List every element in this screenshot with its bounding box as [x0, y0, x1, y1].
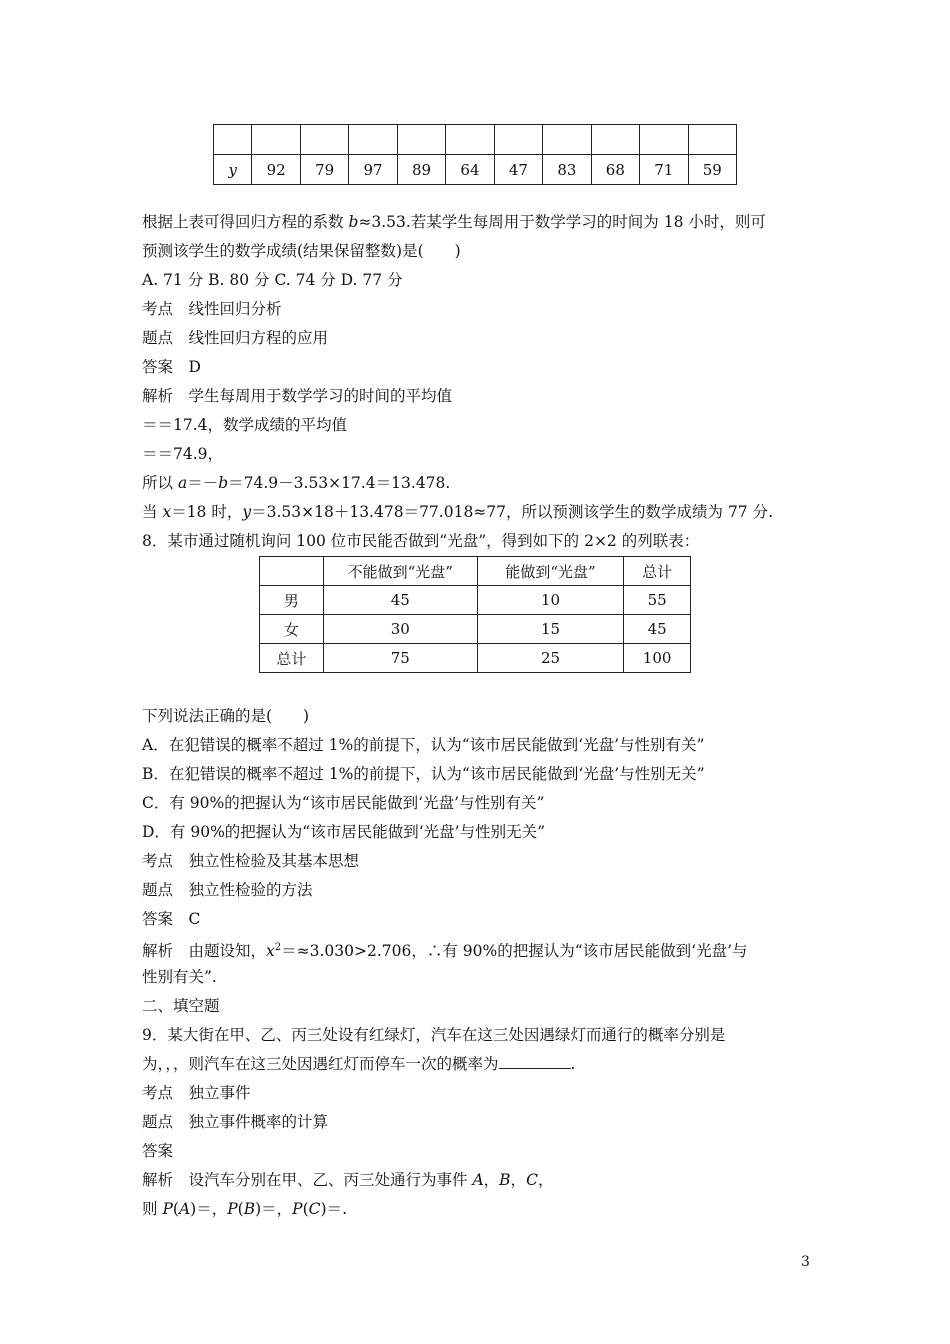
math-variable: B — [243, 1200, 256, 1218]
math-variable: a — [177, 474, 188, 492]
table-cell: 71 — [640, 155, 688, 185]
q8-stem: 8．某市通过随机询问 100 位市民能否做到“光盘”，得到如下的 2×2 的列联表： — [142, 532, 700, 550]
answer-blank — [499, 1053, 571, 1069]
q9-jiexi-2 — [142, 1198, 347, 1220]
text-run: 根据上表可得回归方程的系数 — [142, 213, 349, 231]
table-cell — [543, 125, 591, 155]
superscript: 2 — [274, 942, 282, 953]
text-run: 则 — [142, 1200, 163, 1218]
math-variable: A — [178, 1200, 191, 1218]
text-run: ＝－ — [187, 474, 219, 492]
q9-jiexi-1 — [142, 1169, 553, 1191]
table-header-cell: 能做到“光盘” — [477, 557, 623, 586]
q8-answer: 答案 C — [142, 910, 201, 928]
math-variable: x — [266, 942, 275, 961]
table-row — [214, 125, 737, 155]
text-run: ＝3.53×18＋13.478＝77.018≈77，所以预测该学生的数学成绩为 77 分. — [251, 503, 774, 521]
q8-jiexi-2: 性别有关”. — [142, 968, 217, 986]
q8-option-d: D．有 90%的把握认为“该市居民能做到‘光盘’与性别无关” — [142, 823, 546, 841]
table-cell: 10 — [477, 586, 623, 615]
math-variable: y — [242, 503, 252, 521]
table-cell: 15 — [477, 615, 623, 644]
q7-text-line-2: 预测该学生的数学成绩(结果保留整数)是( ) — [142, 242, 461, 260]
table-header-cell: 不能做到“光盘” — [323, 557, 477, 586]
q7-text-line-1 — [142, 211, 766, 233]
text-run: ( — [302, 1200, 309, 1218]
table-cell: 92 — [252, 155, 300, 185]
q8-option-b: B．在犯错误的概率不超过 1%的前提下，认为“该市居民能做到‘光盘’与性别无关” — [142, 765, 705, 783]
table-cell — [252, 125, 300, 155]
text-run: . — [570, 1055, 576, 1073]
text-run: 为，，，则汽车在这三处因遇红灯而停车一次的概率为 — [142, 1055, 499, 1073]
q9-tidian: 题点 独立事件概率的计算 — [142, 1113, 329, 1131]
table-cell: 30 — [323, 615, 477, 644]
q9-stem-2 — [142, 1053, 575, 1075]
q8-jiexi-1 — [142, 937, 748, 959]
math-variable: P — [227, 1200, 238, 1218]
text-run: )＝， — [255, 1200, 293, 1218]
text-run: ， — [483, 1171, 500, 1189]
table-cell — [688, 125, 736, 155]
math-variable: b — [348, 213, 359, 231]
text-run: 解析 由题设知， — [142, 942, 267, 961]
q8-tidian: 题点 独立性检验的方法 — [142, 881, 313, 899]
text-run: ， — [537, 1171, 554, 1189]
q7-tidian: 题点 线性回归方程的应用 — [142, 329, 329, 347]
table-cell: 45 — [323, 586, 477, 615]
data-table-y — [213, 124, 737, 185]
math-variable: P — [162, 1200, 173, 1218]
q7-jiexi-1: 解析 学生每周用于数学学习的时间的平均值 — [142, 387, 453, 405]
table-cell — [349, 125, 397, 155]
table-cell: 100 — [624, 644, 691, 673]
math-variable: C — [526, 1171, 538, 1189]
table-cell: 75 — [323, 644, 477, 673]
table-cell — [214, 125, 252, 155]
text-run: 当 — [142, 503, 163, 521]
table-cell — [494, 125, 542, 155]
text-run: )＝. — [320, 1200, 348, 1218]
text-run: ＝18 时， — [171, 503, 243, 521]
text-run: ＝≈3.030>2.706，∴有 90%的把握认为“该市居民能做到‘光盘’与 — [281, 942, 748, 961]
q8-option-c: C．有 90%的把握认为“该市居民能做到‘光盘’与性别有关” — [142, 794, 545, 812]
table-cell: y — [214, 155, 252, 185]
table-cell: 55 — [624, 586, 691, 615]
text-run: ， — [510, 1171, 527, 1189]
q8-option-a: A．在犯错误的概率不超过 1%的前提下，认为“该市居民能做到‘光盘’与性别有关” — [142, 736, 705, 754]
table-header-row — [260, 557, 691, 586]
table-row — [260, 615, 691, 644]
q7-jiexi-4 — [142, 472, 450, 494]
table-cell: 83 — [543, 155, 591, 185]
math-variable: P — [292, 1200, 303, 1218]
math-variable: x — [162, 503, 172, 521]
section-heading: 二、填空题 — [142, 997, 220, 1015]
q7-jiexi-5 — [142, 501, 773, 523]
table-cell: 59 — [688, 155, 736, 185]
table-header-cell: 总计 — [624, 557, 691, 586]
text-run: ＝74.9－3.53×17.4＝13.478. — [228, 474, 451, 492]
table-cell: 68 — [591, 155, 639, 185]
table-row — [214, 155, 737, 185]
q9-answer: 答案 — [142, 1142, 174, 1160]
table-cell: 47 — [494, 155, 542, 185]
table-cell: 总计 — [260, 644, 324, 673]
text-run: ( — [172, 1200, 179, 1218]
table-cell — [397, 125, 445, 155]
q7-kaodian: 考点 线性回归分析 — [142, 300, 282, 318]
q8-kaodian: 考点 独立性检验及其基本思想 — [142, 852, 360, 870]
table-cell — [446, 125, 494, 155]
page-number: 3 — [801, 1254, 810, 1270]
q7-jiexi-3: ＝＝74.9， — [142, 445, 224, 463]
q7-jiexi-2: ＝＝17.4，数学成绩的平均值 — [142, 416, 348, 434]
table-row — [260, 586, 691, 615]
q7-options: A. 71 分 B. 80 分 C. 74 分 D. 77 分 — [142, 271, 403, 289]
table-cell: 45 — [624, 615, 691, 644]
text-run: 所以 — [142, 474, 178, 492]
text-run: ( — [237, 1200, 244, 1218]
q9-stem-1: 9．某大街在甲、乙、丙三处设有红绿灯，汽车在这三处因遇绿灯而通行的概率分别是 — [142, 1026, 726, 1044]
q7-answer: 答案 D — [142, 358, 201, 376]
table-cell: 79 — [300, 155, 348, 185]
q8-question: 下列说法正确的是( ) — [142, 707, 310, 725]
table-cell: 女 — [260, 615, 324, 644]
table-header-cell — [260, 557, 324, 586]
text-run: 解析 设汽车分别在甲、乙、丙三处通行为事件 — [142, 1171, 473, 1189]
table-cell: 97 — [349, 155, 397, 185]
text-run: ≈3.53.若某学生每周用于数学学习的时间为 18 小时，则可 — [358, 213, 766, 231]
table-cell — [640, 125, 688, 155]
math-variable: b — [218, 474, 229, 492]
table-cell — [300, 125, 348, 155]
table-cell: 25 — [477, 644, 623, 673]
table-cell — [591, 125, 639, 155]
math-variable: A — [472, 1171, 484, 1189]
table-row — [260, 644, 691, 673]
text-run: )＝， — [190, 1200, 228, 1218]
math-variable: C — [308, 1200, 321, 1218]
math-variable: B — [499, 1171, 511, 1189]
contingency-table — [259, 556, 691, 673]
q9-kaodian: 考点 独立事件 — [142, 1084, 251, 1102]
table-cell: 男 — [260, 586, 324, 615]
table-cell: 89 — [397, 155, 445, 185]
table-cell: 64 — [446, 155, 494, 185]
